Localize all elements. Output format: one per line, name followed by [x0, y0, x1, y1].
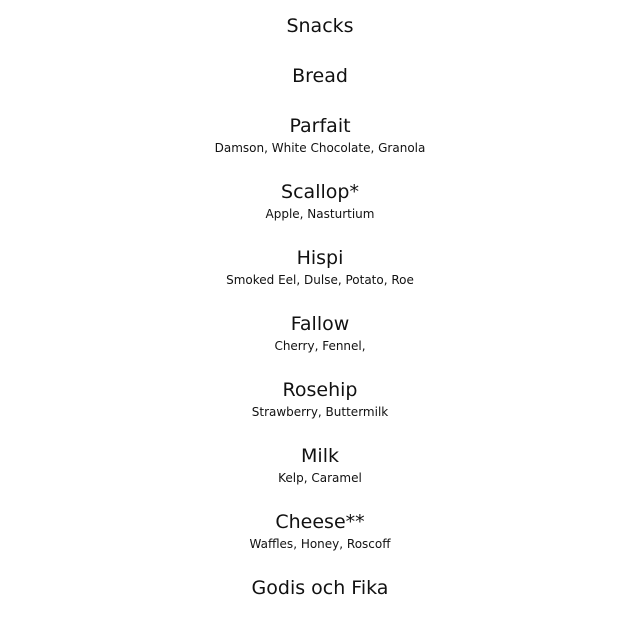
course-ingredients: Waffles, Honey, Roscoff — [249, 537, 391, 551]
course-parfait — [0, 114, 640, 156]
course-title: Snacks — [286, 15, 354, 37]
course-milk — [0, 444, 640, 486]
course-hispi — [0, 246, 640, 288]
course-title: Scallop* — [281, 181, 359, 203]
course-ingredients: Apple, Nasturtium — [265, 207, 375, 221]
course-godis-och-fika — [0, 576, 640, 600]
course-bread — [0, 64, 640, 88]
course-ingredients: Kelp, Caramel — [278, 471, 362, 485]
course-scallop — [0, 180, 640, 222]
course-fallow — [0, 312, 640, 354]
course-title: Parfait — [289, 115, 351, 137]
course-title: Rosehip — [282, 379, 358, 401]
course-cheese — [0, 510, 640, 552]
course-title: Cheese** — [275, 511, 365, 533]
course-rosehip — [0, 378, 640, 420]
course-ingredients: Strawberry, Buttermilk — [251, 405, 389, 419]
course-snacks — [0, 14, 640, 38]
course-ingredients: Damson, White Chocolate, Granola — [214, 141, 426, 155]
course-title: Milk — [301, 445, 339, 467]
course-title: Bread — [292, 65, 348, 87]
course-ingredients: Smoked Eel, Dulse, Potato, Roe — [226, 273, 414, 287]
course-ingredients: Cherry, Fennel, — [274, 339, 366, 353]
course-title: Godis och Fika — [251, 577, 389, 599]
course-title: Hispi — [296, 247, 344, 269]
course-title: Fallow — [290, 313, 350, 335]
